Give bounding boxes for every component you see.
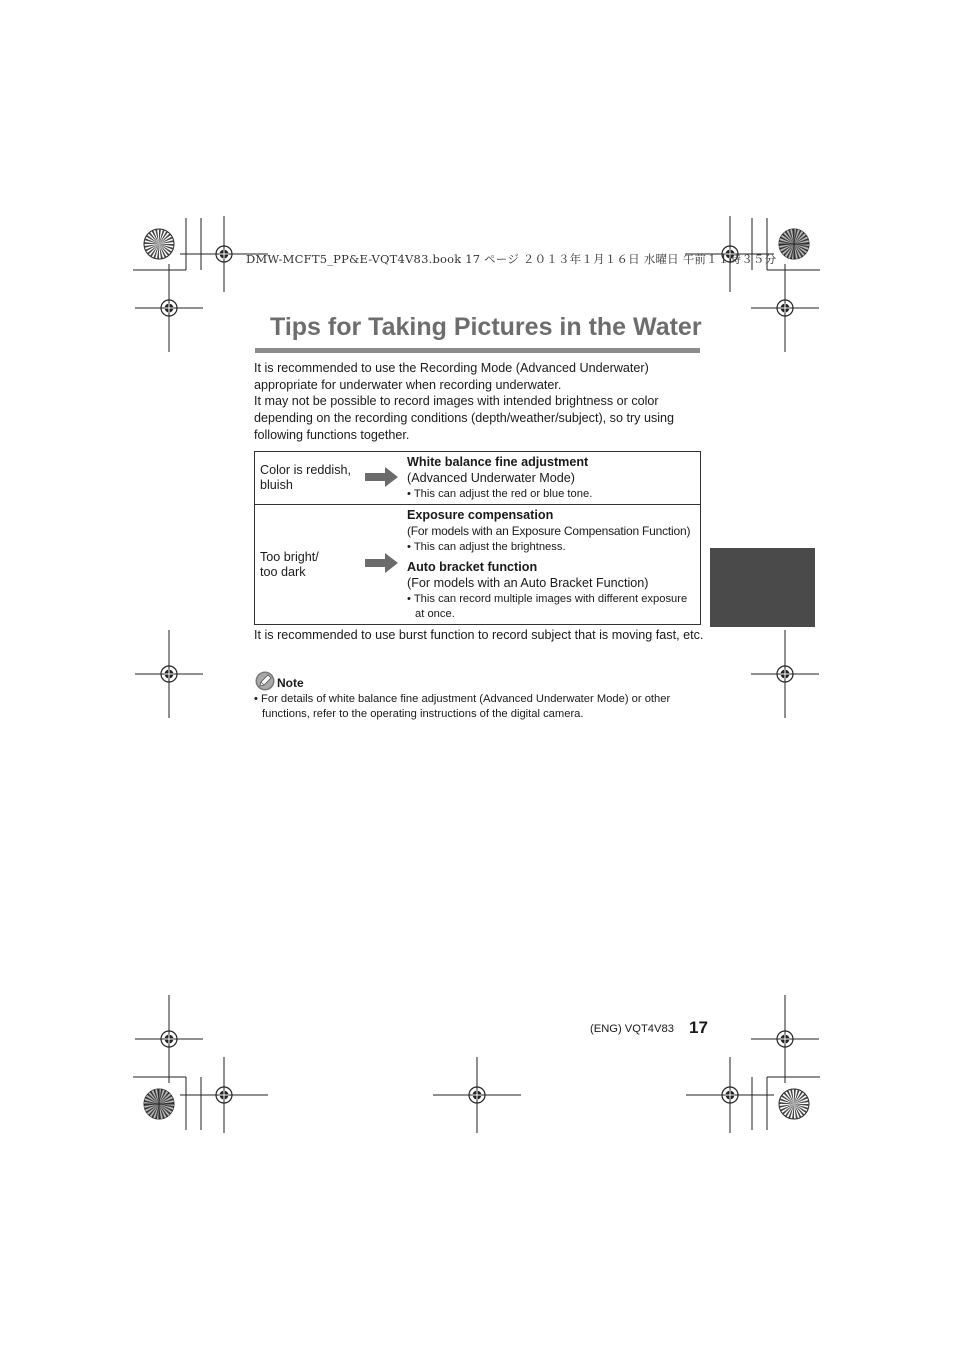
color-target-mark <box>779 229 809 259</box>
color-target-mark <box>144 229 174 259</box>
print-header: DMW-MCFT5_PP&E-VQT4V83.book 17 ページ ２０１３年１月１６日 水曜日 午前１１時３５分 <box>246 252 777 266</box>
intro-paragraph-1: It is recommended to use the Recording Mode (Advanced Underwater) appropriate for underwater when recording underwater. <box>254 361 649 392</box>
arrow-cell <box>361 505 403 625</box>
condition-cell <box>255 505 362 625</box>
burst-tip-text: It is recommended to use burst function to record subject that is moving fast, etc. <box>254 628 704 642</box>
registration-mark <box>135 995 203 1083</box>
footer-model-code: (ENG) VQT4V83 <box>590 1023 674 1035</box>
pencil-note-icon <box>255 671 275 691</box>
registration-mark <box>135 264 203 352</box>
intro-paragraph-2: It may not be possible to record images with intended brightness or color depending on the recording conditions (depth/weather/subject), so try using following functions together. <box>254 394 675 442</box>
color-target-mark <box>779 1089 809 1119</box>
registration-mark <box>751 630 819 718</box>
registration-mark <box>686 1057 774 1133</box>
function-bullet: • This can record multiple images with different exposure at once. <box>407 593 688 620</box>
function-heading: Auto bracket function <box>407 560 538 574</box>
registration-mark <box>180 1057 268 1133</box>
function-bullet: • This can adjust the red or blue tone. <box>407 488 593 500</box>
page-number: 17 <box>689 1018 708 1037</box>
function-subtitle: (For models with an Exposure Compensation Function) <box>407 524 691 538</box>
registration-mark <box>751 264 819 352</box>
function-subtitle: (Advanced Underwater Mode) <box>407 471 575 485</box>
intro-text <box>254 360 702 444</box>
function-subtitle: (For models with an Auto Bracket Function) <box>407 576 649 590</box>
tips-table <box>254 451 701 625</box>
table-row <box>255 452 701 505</box>
arrow-cell <box>361 452 403 505</box>
function-cell <box>403 505 701 625</box>
function-heading: White balance fine adjustment <box>407 455 589 469</box>
function-cell <box>403 452 701 505</box>
note-text: • For details of white balance fine adjustment (Advanced Underwater Mode) or other functions, refer to the operating instructions of the digital camera. <box>254 693 671 720</box>
registration-mark <box>135 630 203 718</box>
right-arrow-icon <box>365 553 399 573</box>
function-bullet: • This can adjust the brightness. <box>407 541 566 553</box>
section-side-tab <box>710 548 815 627</box>
registration-mark <box>751 995 819 1083</box>
right-arrow-icon <box>365 467 399 487</box>
condition-text: Too bright/ too dark <box>260 549 319 579</box>
condition-cell: Color is reddish, bluish <box>255 452 362 505</box>
page-title: Tips for Taking Pictures in the Water <box>270 313 702 341</box>
registration-mark <box>433 1057 521 1133</box>
note-label: Note <box>277 676 304 690</box>
function-heading: Exposure compensation <box>407 508 554 522</box>
color-target-mark <box>144 1089 174 1119</box>
title-underline <box>255 348 700 353</box>
table-row <box>255 505 701 625</box>
